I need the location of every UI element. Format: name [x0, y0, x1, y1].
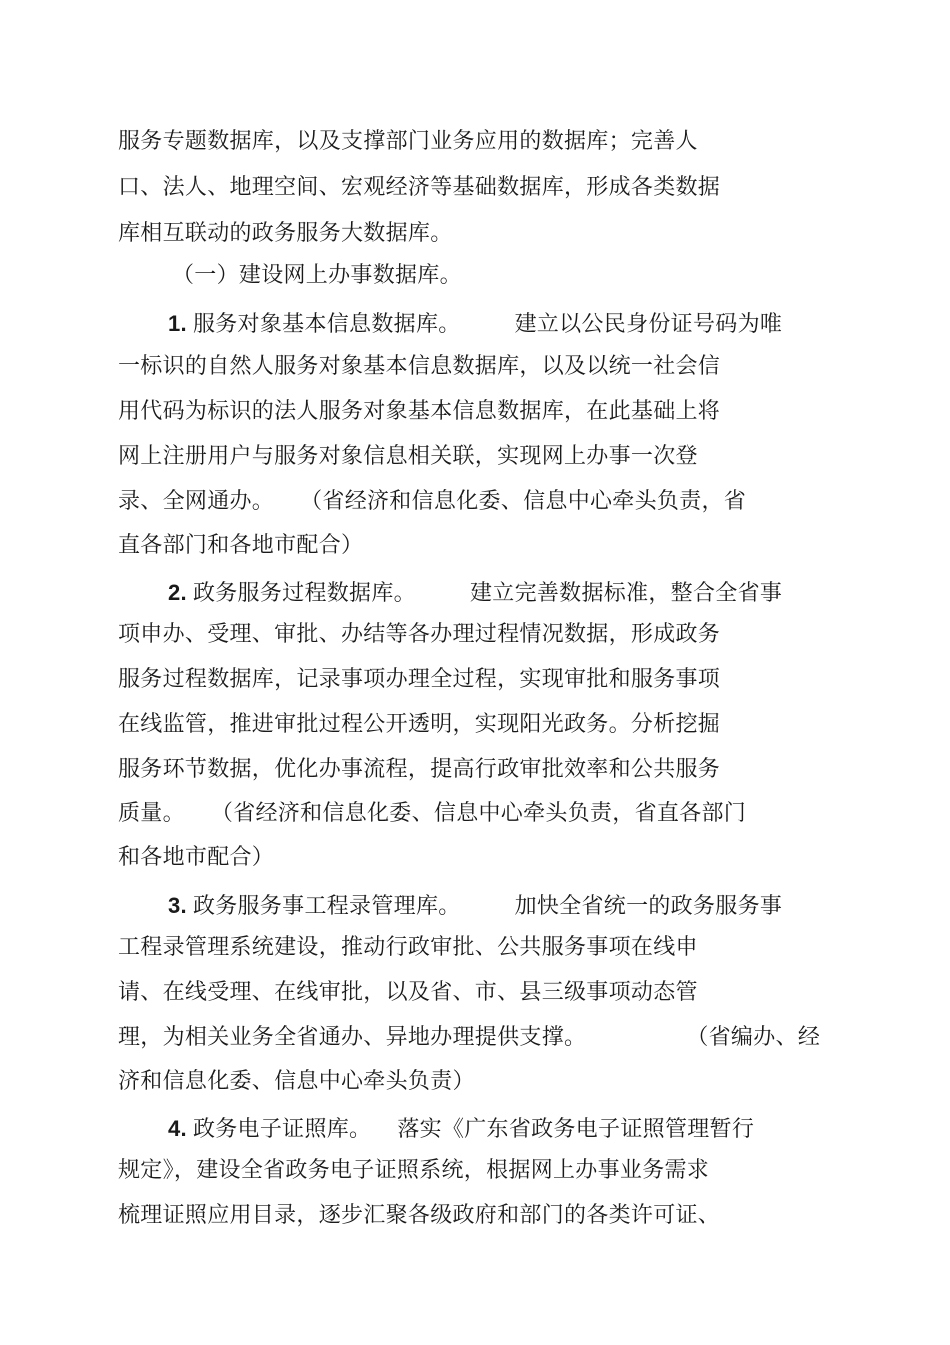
item-1-note-line [118, 487, 746, 517]
item-1-note-a: （省经济和信息化委、信息中心牵头负责，省 [300, 489, 747, 514]
item-1-line: 用代码为标识的法人服务对象基本信息数据库，在此基础上将 [118, 399, 721, 424]
item-3-first-line [168, 891, 782, 921]
intro-line-3: 库相互联动的政务服务大数据库。 [118, 221, 453, 246]
intro-line-1: 服务专题数据库，以及支撑部门业务应用的数据库；完善人 [118, 129, 698, 154]
item-1-line-before-note: 录、全网通办。 [118, 489, 275, 514]
item-3-note-line [118, 1023, 820, 1053]
item-3-line-before-note: 理，为相关业务全省通办、异地办理提供支撑。 [118, 1025, 587, 1050]
item-1-number: 1. [168, 311, 187, 336]
item-4-line: 梳理证照应用目录，逐步汇聚各级政府和部门的各类许可证、 [118, 1203, 721, 1228]
item-2-first-line [168, 578, 782, 608]
item-3-note-b: 济和信息化委、信息中心牵头负责） [118, 1069, 475, 1094]
item-2-note-b: 和各地市配合） [118, 845, 275, 870]
item-4-line: 规定》，建设全省政务电子证照系统，根据网上办事业务需求 [118, 1158, 710, 1183]
item-1-line: 一标识的自然人服务对象基本信息数据库，以及以统一社会信 [118, 354, 721, 379]
item-1-line: 网上注册用户与服务对象信息相关联，实现网上办事一次登 [118, 444, 698, 469]
item-4-number: 4. [168, 1116, 187, 1141]
item-2-line: 服务环节数据，优化办事流程，提高行政审批效率和公共服务 [118, 757, 721, 782]
item-3-title: 政务服务事工程录管理库。 [192, 894, 461, 919]
item-2-note-a: （省经济和信息化委、信息中心牵头负责，省直各部门 [210, 801, 747, 826]
item-3-note-a: （省编办、经 [686, 1025, 821, 1050]
item-2-note-line [118, 799, 746, 829]
item-2-text-first: 建立完善数据标准，整合全省事 [469, 581, 783, 606]
item-2-line: 项申办、受理、审批、办结等各办理过程情况数据，形成政务 [118, 622, 721, 647]
item-2-line: 服务过程数据库，记录事项办理全过程，实现审批和服务事项 [118, 667, 721, 692]
item-2-number: 2. [168, 580, 187, 605]
item-3-line: 工程录管理系统建设，推动行政审批、公共服务事项在线申 [118, 935, 698, 960]
item-4-title: 政务电子证照库。 [192, 1117, 372, 1142]
intro-line-2: 口、法人、地理空间、宏观经济等基础数据库，形成各类数据 [118, 175, 721, 200]
item-1-text-first: 建立以公民身份证号码为唯 [514, 312, 783, 337]
item-4-text-first: 落实《广东省政务电子证照管理暂行 [397, 1117, 755, 1142]
item-1-title: 服务对象基本信息数据库。 [192, 312, 461, 337]
section-heading: （一）建设网上办事数据库。 [172, 263, 462, 288]
item-3-number: 3. [168, 893, 187, 918]
item-3-line: 请、在线受理、在线审批，以及省、市、县三级事项动态管 [118, 980, 698, 1005]
item-2-line-before-note: 质量。 [118, 801, 185, 826]
item-4-first-line [168, 1114, 754, 1144]
item-2-line: 在线监管，推进审批过程公开透明，实现阳光政务。分析挖掘 [118, 712, 721, 737]
item-2-title: 政务服务过程数据库。 [192, 581, 416, 606]
item-3-text-first: 加快全省统一的政务服务事 [514, 894, 783, 919]
item-1-first-line [168, 309, 782, 339]
item-1-note-b: 直各部门和各地市配合） [118, 533, 364, 558]
